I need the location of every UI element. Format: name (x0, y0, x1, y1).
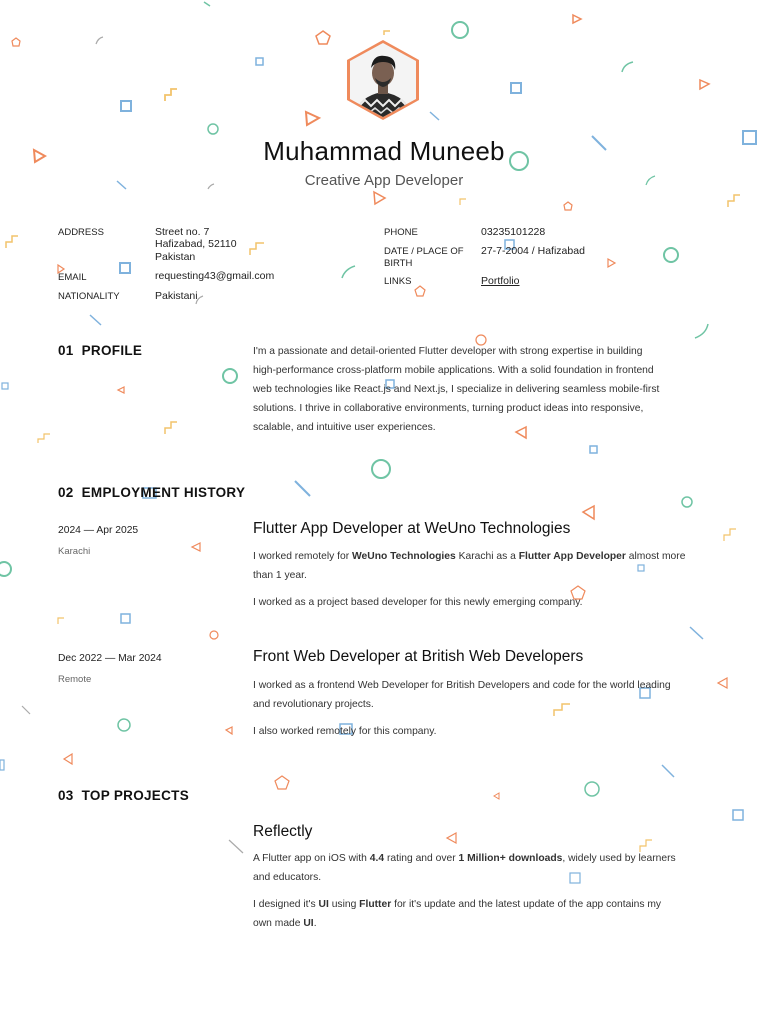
candidate-title: Creative App Developer (304, 172, 464, 189)
profile-line: high-performance cross-platform mobile applications. With a solid foundation in frontend (253, 365, 654, 376)
candidate-name: Muhammad Muneeb (263, 136, 505, 166)
confetti-circle (682, 497, 692, 507)
dob-label-2: BIRTH (384, 258, 413, 269)
job-location: Karachi (58, 546, 91, 557)
confetti-pentagon (275, 776, 289, 789)
profile-line: solutions. I thrive in collaborative environments, turning product ideas into responsive, (253, 403, 644, 414)
address-label: ADDRESS (58, 227, 104, 238)
links-label: LINKS (384, 276, 412, 287)
job-title: Front Web Developer at British Web Developers (253, 648, 584, 665)
confetti-circle (0, 562, 11, 576)
confetti-triangle (718, 678, 727, 688)
project-description: A Flutter app on iOS with 4.4 rating and over 1 Million+ downloads, widely used by learners and educators. I designed it's UI using Flutter for it's update and the latest update of the app contains my own made UI. (253, 853, 676, 929)
dob-label: DATE / PLACE OF (384, 246, 464, 257)
job-location: Remote (58, 674, 92, 685)
address-line-2: Hafizabad, 52110 (155, 238, 237, 250)
profile-line: I'm a passionate and detail-oriented Flutter developer with strong expertise in building (253, 346, 643, 357)
section-title: EMPLOYMENT HISTORY (81, 485, 246, 500)
project-title: Reflectly (253, 823, 313, 840)
confetti-circle (372, 460, 390, 478)
confetti-zigzag (58, 618, 64, 624)
section-number: 02 (58, 485, 74, 500)
job-description: I worked remotely for WeUno Technologies Karachi as a Flutter App Developer almost more than 1 year. I worked as a project based developer for this newly emerging company. (253, 547, 713, 612)
confetti-line (662, 765, 674, 777)
portfolio-link[interactable]: Portfolio (481, 275, 520, 287)
confetti-square (590, 446, 597, 453)
profile-line: web technologies like React.js and Next.js, I specialize in delivering seamless mobile-first (253, 384, 660, 395)
confetti-square (2, 383, 8, 389)
section-title: TOP PROJECTS (81, 788, 190, 803)
section-number: 01 (58, 343, 74, 358)
confetti-line (22, 706, 30, 714)
nationality-label: NATIONALITY (58, 291, 120, 302)
confetti-square (121, 614, 130, 623)
profile-text (253, 342, 713, 437)
confetti-square (733, 810, 743, 820)
profile-heading (58, 343, 142, 358)
confetti-triangle (192, 543, 200, 551)
emphasis: WeUno Technologies (352, 551, 456, 562)
confetti-triangle (494, 793, 499, 799)
phone-value: 03235101228 (481, 226, 546, 238)
projects-heading (58, 788, 189, 803)
email-label: EMAIL (58, 272, 87, 283)
confetti-triangle (64, 754, 72, 764)
confetti-arc (695, 324, 708, 338)
confetti-circle (585, 782, 599, 796)
job-description: I worked as a frontend Web Developer for British Developers and code for the world leading and revolutionary projects. I also worked remotely for this company. (253, 676, 713, 741)
confetti-triangle (447, 833, 456, 843)
phone-label: PHONE (384, 227, 418, 238)
employment-heading (58, 485, 245, 500)
personal-details (0, 0, 768, 320)
email-value[interactable]: requesting43@gmail.com (155, 270, 275, 282)
job-title: Flutter App Developer at WeUno Technologies (253, 520, 571, 537)
nationality-value: Pakistani (155, 290, 198, 302)
job-note: I worked as a project based developer for this newly emerging company. (253, 597, 583, 608)
job-dates: 2024 — Apr 2025 (58, 525, 139, 536)
confetti-line (690, 627, 703, 639)
confetti-circle (118, 719, 130, 731)
confetti-circle (223, 369, 237, 383)
profile-line: scalable, and intuitive user experiences. (253, 422, 436, 433)
address-line-1: Street no. 7 (155, 226, 210, 238)
confetti-triangle (226, 727, 232, 734)
job-note: I also worked remotely for this company. (253, 726, 437, 737)
confetti-square (0, 760, 4, 770)
confetti-line (295, 481, 310, 496)
confetti-zigzag (724, 529, 736, 541)
confetti-circle (210, 631, 218, 639)
confetti-line (229, 840, 243, 853)
confetti-triangle (118, 387, 124, 393)
confetti-triangle (583, 506, 594, 519)
job-dates: Dec 2022 — Mar 2024 (58, 653, 162, 664)
address-line-3: Pakistan (155, 251, 196, 263)
confetti-zigzag (38, 434, 50, 443)
emphasis: Flutter App Developer (518, 551, 626, 562)
section-title: PROFILE (81, 343, 143, 358)
confetti-zigzag (165, 422, 177, 434)
dob-value: 27-7-2004 / Hafizabad (481, 245, 585, 257)
section-number: 03 (58, 788, 74, 803)
